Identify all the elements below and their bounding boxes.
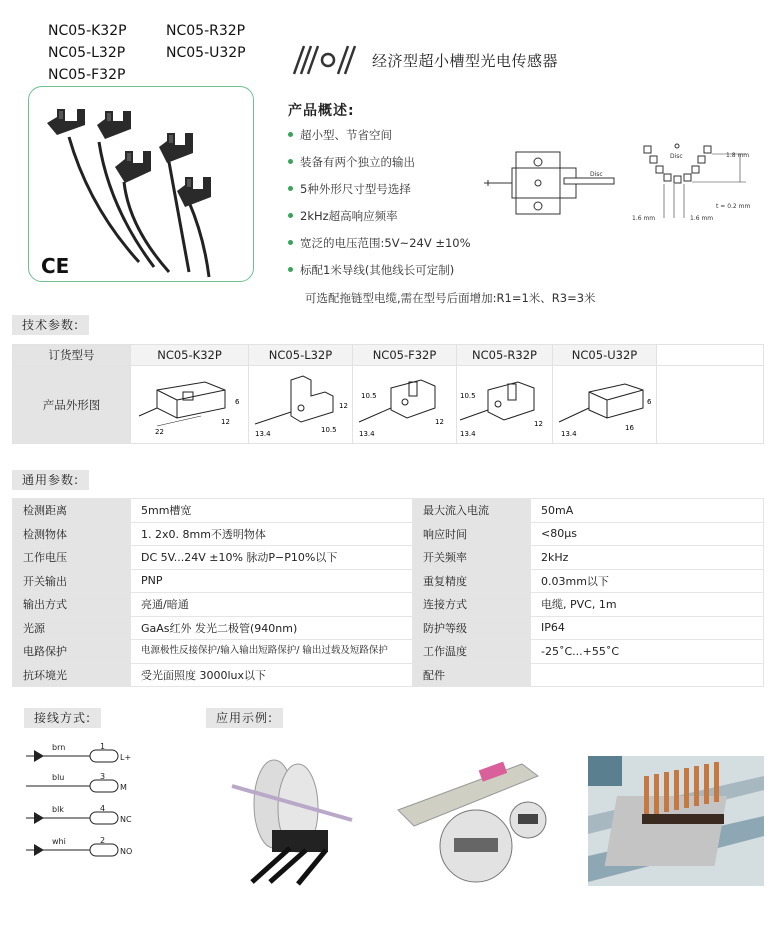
outline-l-drawing	[251, 368, 351, 438]
tech-params-table	[12, 344, 764, 444]
dim-u-6: 6	[646, 398, 651, 406]
dim-t: t = 0.2 mm	[716, 203, 751, 210]
dim-l-10-5: 10.5	[320, 426, 337, 434]
wire-pin: 4	[100, 804, 106, 813]
dim-1-8: 1.8 mm	[726, 152, 750, 159]
param-key: 重复精度	[413, 569, 531, 593]
wire-pin: 2	[100, 836, 106, 845]
wire-pin: 1	[100, 742, 106, 751]
param-value: GaAs红外 发光二极管(940nm)	[131, 616, 413, 640]
dim-1-6-right: 1.6 mm	[690, 215, 714, 222]
application-photo-conveyor	[588, 756, 764, 886]
outline-l	[249, 366, 353, 444]
param-value	[531, 663, 764, 687]
param-key: 最大流入电流	[413, 499, 531, 523]
wire-color: blu	[52, 773, 65, 782]
param-value: 电源极性反接保护/输入输出短路保护/ 输出过载及短路保护	[131, 640, 413, 664]
cable-option-note: 可选配拖链型电缆,需在型号后面增加:R1=1米、R3=3米	[305, 291, 596, 305]
table-row	[13, 616, 764, 640]
param-key: 工作电压	[13, 546, 131, 570]
disc-label: Disc	[590, 171, 603, 178]
dim-r-12: 12	[533, 420, 543, 428]
outline-row-label: 产品外形图	[13, 366, 131, 444]
wire-color: whi	[52, 837, 66, 846]
wire-blk	[26, 804, 132, 824]
feature-item: 宽泛的电压范围:5V~24V ±10%	[288, 234, 528, 261]
param-value: 2kHz	[531, 546, 764, 570]
param-value: 亮通/暗通	[131, 593, 413, 617]
table-row	[13, 569, 764, 593]
outline-u-drawing	[555, 368, 655, 438]
dim-r-10-5: 10.5	[459, 392, 476, 400]
outline-u	[553, 366, 657, 444]
application-photo-linear	[392, 756, 548, 886]
dim-k-12: 12	[220, 418, 230, 426]
wire-pin: 3	[100, 772, 106, 781]
overview-heading: 产品概述:	[288, 103, 355, 119]
param-key: 响应时间	[413, 522, 531, 546]
dim-k-22: 22	[154, 428, 164, 436]
outline-k	[131, 366, 249, 444]
param-key: 配件	[413, 663, 531, 687]
model-k: NC05-K32P	[48, 23, 127, 39]
outline-r	[457, 366, 553, 444]
dimension-diagram	[484, 140, 774, 230]
dim-r-13-4: 13.4	[459, 430, 476, 438]
param-key: 开关频率	[413, 546, 531, 570]
wire-blu	[26, 772, 127, 792]
feature-item: 装备有两个独立的输出	[288, 153, 528, 180]
param-value: 50mA	[531, 499, 764, 523]
light-wave-logo-icon	[288, 42, 358, 78]
general-params-label: 通用参数:	[12, 470, 89, 490]
param-key: 电路保护	[13, 640, 131, 664]
dim-l-13-4: 13.4	[254, 430, 271, 438]
param-key: 检测物体	[13, 522, 131, 546]
param-value: 0.03mm以下	[531, 569, 764, 593]
dim-u-13-4: 13.4	[560, 430, 577, 438]
outline-f-drawing	[355, 368, 455, 438]
tech-params-label: 技术参数:	[12, 315, 89, 335]
outline-f	[353, 366, 457, 444]
param-key: 输出方式	[13, 593, 131, 617]
wire-brn	[26, 742, 131, 762]
dim-l-12: 12	[338, 402, 348, 410]
param-value: 电缆, PVC, 1m	[531, 593, 764, 617]
table-row	[13, 522, 764, 546]
feature-item: 超小型、节省空间	[288, 126, 528, 153]
model-u: NC05-U32P	[166, 45, 246, 61]
table-row	[13, 663, 764, 687]
param-value: DC 5V...24V ±10% 脉动P−P10%以下	[131, 546, 413, 570]
model-col-r: NC05-R32P	[457, 345, 553, 366]
product-photo	[28, 86, 254, 282]
feature-item: 5种外形尺寸型号选择	[288, 180, 528, 207]
param-value: PNP	[131, 569, 413, 593]
wire-signal: L+	[120, 753, 132, 762]
table-row	[13, 593, 764, 617]
ce-mark: CE	[41, 254, 70, 278]
table-row	[13, 546, 764, 570]
outline-k-drawing	[135, 368, 245, 438]
wiring-label: 接线方式:	[24, 708, 101, 728]
table-row	[13, 640, 764, 664]
model-l: NC05-L32P	[48, 45, 126, 61]
model-col-f: NC05-F32P	[353, 345, 457, 366]
model-col-u: NC05-U32P	[553, 345, 657, 366]
model-r: NC05-R32P	[166, 23, 246, 39]
feature-item: 标配1米导线(其他线长可定制)	[288, 261, 528, 288]
dim-f-12: 12	[434, 418, 444, 426]
dim-u-16: 16	[624, 424, 634, 432]
param-key: 工作温度	[413, 640, 531, 664]
param-value: 1. 2x0. 8mm不透明物体	[131, 522, 413, 546]
sensor-photo-illustration	[29, 87, 255, 283]
param-key: 光源	[13, 616, 131, 640]
param-value: IP64	[531, 616, 764, 640]
dim-k-6: 6	[234, 398, 239, 406]
param-value: 5mm槽宽	[131, 499, 413, 523]
param-value: <80μs	[531, 522, 764, 546]
disc-label-2: Disc	[670, 153, 683, 160]
wire-signal: NC	[120, 815, 132, 824]
model-col-l: NC05-L32P	[249, 345, 353, 366]
param-key: 防护等级	[413, 616, 531, 640]
wire-whi	[26, 836, 132, 856]
dim-f-10-5: 10.5	[360, 392, 377, 400]
param-key: 连接方式	[413, 593, 531, 617]
table-row	[13, 499, 764, 523]
product-title: 经济型超小槽型光电传感器	[372, 51, 559, 70]
wire-color: brn	[52, 743, 66, 752]
model-f: NC05-F32P	[48, 67, 126, 83]
dim-f-13-4: 13.4	[358, 430, 375, 438]
wire-color: blk	[52, 805, 64, 814]
order-model-header: 订货型号	[13, 345, 131, 366]
wire-signal: NO	[120, 847, 133, 856]
product-title-row	[288, 42, 558, 78]
application-label: 应用示例:	[206, 708, 283, 728]
application-photo-disc	[212, 756, 368, 886]
param-key: 开关输出	[13, 569, 131, 593]
dim-1-6-left: 1.6 mm	[632, 215, 656, 222]
model-col-k: NC05-K32P	[131, 345, 249, 366]
feature-item: 2kHz超高响应频率	[288, 207, 528, 234]
param-key: 检测距离	[13, 499, 131, 523]
outline-r-drawing	[458, 368, 552, 438]
general-params-table	[12, 498, 764, 687]
param-value: 受光面照度 3000lux以下	[131, 663, 413, 687]
param-value: -25˚C...+55˚C	[531, 640, 764, 664]
wire-signal: M	[120, 783, 127, 792]
param-key: 抗环境光	[13, 663, 131, 687]
wiring-diagram	[24, 738, 154, 868]
